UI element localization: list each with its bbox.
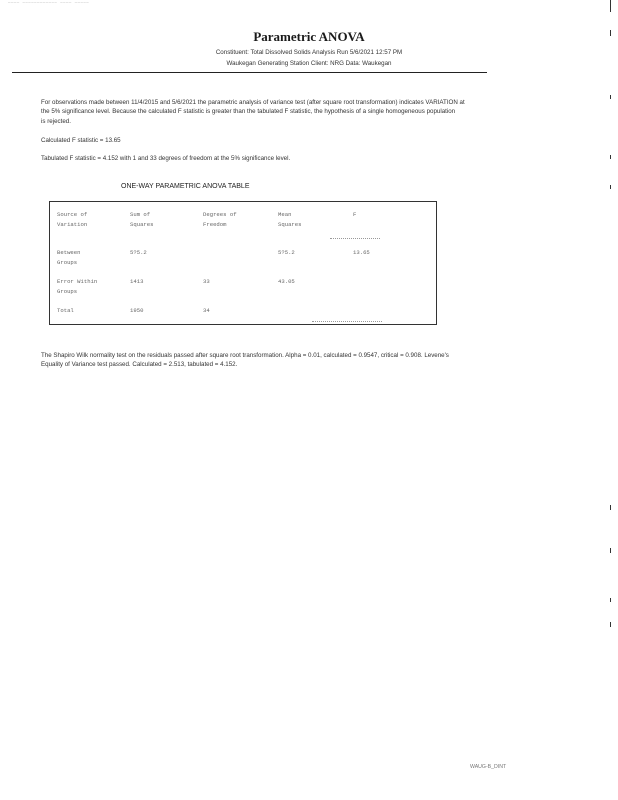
scan-edge-mark xyxy=(610,95,611,99)
normality-footnote xyxy=(41,351,449,370)
header-mean-squares: Mean Squares xyxy=(278,211,302,228)
header-degrees-of-freedom: Degrees of Freedom xyxy=(203,211,237,228)
anova-table xyxy=(49,201,437,325)
page-title: Parametric ANOVA xyxy=(253,29,365,44)
row-total-ss: 1950 xyxy=(130,307,144,314)
calculated-f-statistic: Calculated F statistic = 13.65 xyxy=(41,137,121,144)
header-f: F xyxy=(353,211,357,218)
scan-edge-mark xyxy=(610,0,611,12)
scan-edge-mark xyxy=(610,622,611,627)
footnote-line: Equality of Variance test passed. Calculated = 2.513, tabulated = 4.152. xyxy=(41,361,238,369)
anova-table-title: ONE-WAY PARAMETRIC ANOVA TABLE xyxy=(121,183,250,190)
row-between-ss: 5?5.2 xyxy=(130,249,147,256)
result-paragraph xyxy=(41,98,465,126)
row-between-source: Between Groups xyxy=(57,249,81,266)
document-id: WAUG-B_DINT xyxy=(470,764,507,770)
row-total-source: Total xyxy=(57,307,74,314)
scan-edge-mark xyxy=(610,548,611,553)
row-total-df: 34 xyxy=(203,307,210,314)
scan-edge-mark xyxy=(610,185,611,189)
scan-header-artifact: ____ ____________ ____ _____ xyxy=(8,0,90,4)
paragraph-line: is rejected. xyxy=(41,117,71,125)
tabulated-f-statistic: Tabulated F statistic = 4.152 with 1 and 33 degrees of freedom at the 5% significance level. xyxy=(41,155,291,162)
header-sum-of-squares: Sum of Squares xyxy=(130,211,154,228)
scan-edge-mark xyxy=(610,505,611,510)
header-source: Source of Variation xyxy=(57,211,88,228)
header-rule xyxy=(330,238,380,239)
row-error-df: 33 xyxy=(203,278,210,285)
row-between-ms: 5?5.2 xyxy=(278,249,295,256)
paragraph-line: For observations made between 11/4/2015 and 5/6/2021 the parametric analysis of variance test (after square root transformation) indicates VARIATION at xyxy=(41,99,465,106)
scan-edge-mark xyxy=(610,155,611,159)
scan-edge-mark xyxy=(610,598,611,602)
row-error-source: Error Within Groups xyxy=(57,278,98,295)
footer-rule xyxy=(312,321,382,322)
row-between-f: 13.65 xyxy=(353,249,370,256)
footnote-line: The Shapiro Wilk normality test on the residuals passed after square root transformation. Alpha = 0.01, calculated = 0.9547, critical = 0.908. Levene's xyxy=(41,352,449,359)
paragraph-line: the 5% significance level. Because the calculated F statistic is greater than the tabulated F statistic, the hypothesis of a single homogeneous population xyxy=(41,108,456,116)
row-error-ss: 1413 xyxy=(130,278,144,285)
row-error-ms: 43.05 xyxy=(278,278,295,285)
site-info: Waukegan Generating Station Client: NRG Data: Waukegan xyxy=(226,60,392,67)
analysis-info: Constituent: Total Dissolved Solids Analysis Run 5/6/2021 12:57 PM xyxy=(215,49,403,56)
header-divider xyxy=(12,72,487,73)
